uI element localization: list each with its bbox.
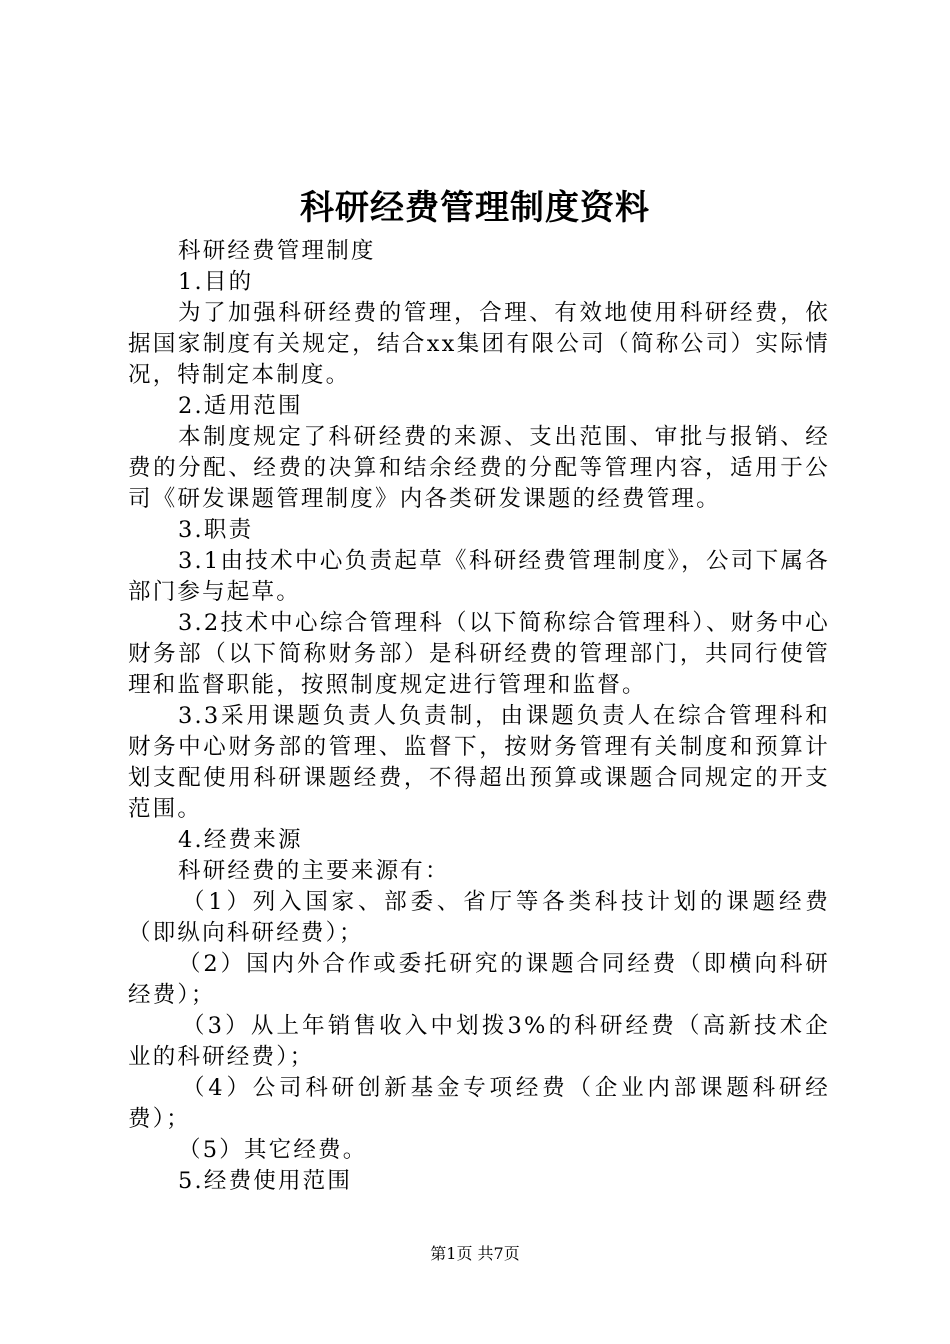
- section-heading-purpose: 1.目的: [178, 269, 254, 295]
- list-item-source-4: （4）公司科研创新基金专项经费（企业内部课题科研经费）；: [128, 1075, 830, 1132]
- list-item-source-3: （3）从上年销售收入中划拨3%的科研经费（高新技术企业的科研经费）；: [128, 1013, 830, 1070]
- page-number-footer: 第1页 共7页: [430, 1244, 520, 1263]
- paragraph-duty-3-3: 3.3采用课题负责人负责制，由课题负责人在综合管理科和财务中心财务部的管理、监督下，按财务管理有关制度和预算计划支配使用科研课题经费，不得超出预算或课题合同规定的开支范围。: [128, 703, 830, 822]
- section-heading-duties: 3.职责: [178, 517, 254, 543]
- document-body: [128, 236, 830, 1197]
- section-heading-funding-sources: 4.经费来源: [178, 827, 303, 853]
- section-heading-usage-scope: 5.经费使用范围: [178, 1168, 353, 1194]
- section-heading-scope: 2.适用范围: [178, 393, 303, 419]
- doc-subtitle: 科研经费管理制度: [178, 238, 376, 264]
- document-title: 科研经费管理制度资料: [300, 188, 650, 228]
- list-item-source-5: （5）其它经费。: [178, 1137, 368, 1163]
- paragraph-scope: 本制度规定了科研经费的来源、支出范围、审批与报销、经费的分配、经费的决算和结余经费的分配等管理内容，适用于公司《研发课题管理制度》内各类研发课题的经费管理。: [128, 424, 830, 512]
- paragraph-sources-intro: 科研经费的主要来源有：: [178, 858, 450, 884]
- paragraph-duty-3-1: 3.1由技术中心负责起草《科研经费管理制度》，公司下属各部门参与起草。: [128, 548, 830, 605]
- paragraph-purpose: 为了加强科研经费的管理，合理、有效地使用科研经费，依据国家制度有关规定，结合xx集团有限公司（简称公司）实际情况，特制定本制度。: [128, 300, 830, 388]
- list-item-source-1: （1）列入国家、部委、省厅等各类科技计划的课题经费（即纵向科研经费）；: [128, 889, 830, 946]
- paragraph-duty-3-2: 3.2技术中心综合管理科（以下简称综合管理科）、财务中心财务部（以下简称财务部）是科研经费的管理部门，共同行使管理和监督职能，按照制度规定进行管理和监督。: [128, 610, 830, 698]
- list-item-source-2: （2）国内外合作或委托研究的课题合同经费（即横向科研经费）；: [128, 951, 830, 1008]
